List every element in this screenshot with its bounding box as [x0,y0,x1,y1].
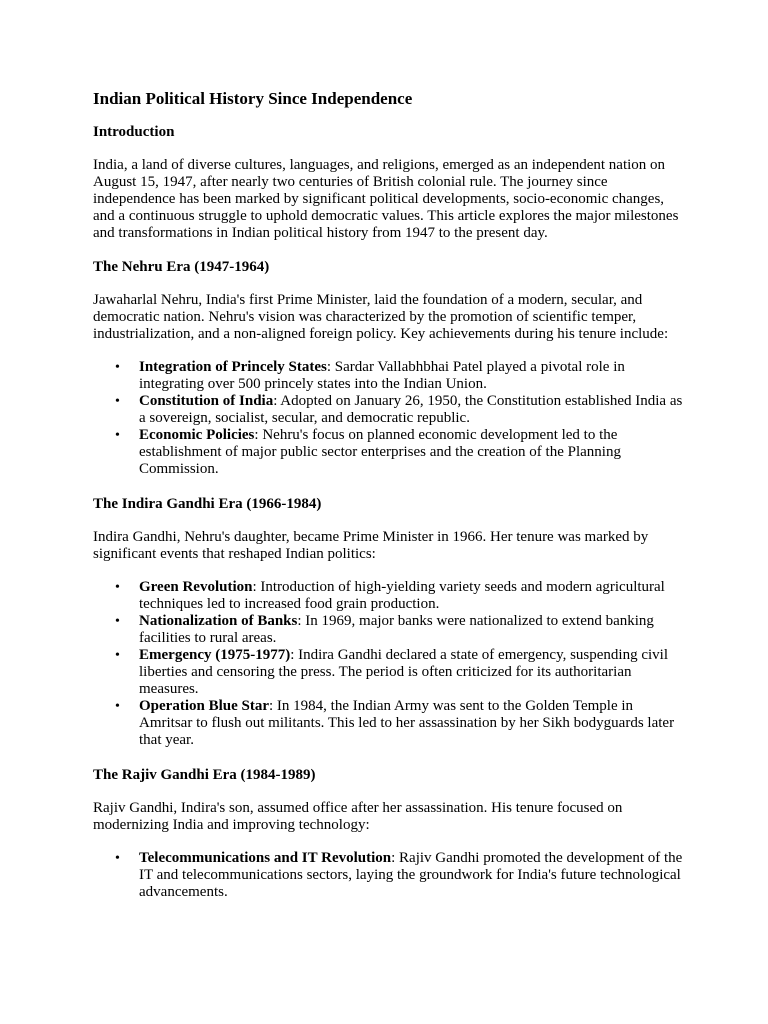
list-item-text: : In 1984, the Indian Army was sent to the Golden Temple in Amritsar to flush out militants. This led to her assassination by her Sikh bodyguards later that year. [139,698,675,748]
para-nehru-era: Jawaharlal Nehru, India's first Prime Minister, laid the foundation of a modern, secular, and democratic nation. Nehru's vision was characterized by the promotion of scientific temper, industrialization, and a non-aligned foreign policy. Key achievements during his tenure include: [93,292,669,342]
list-item [139,579,683,613]
list-item [139,850,683,901]
page-title: Indian Political History Since Independence [93,89,413,108]
list-item-term: Constitution of India [139,393,274,409]
list-item-term: Economic Policies [139,427,255,443]
para-introduction: India, a land of diverse cultures, languages, and religions, emerged as an independent nation on August 15, 1947, after nearly two centuries of British colonial rule. The journey since independence has been marked by significant political developments, socio-economic changes, and a continuous struggle to uphold democratic values. This article explores the major milestones and transformations in Indian political history from 1947 to the present day. [93,157,679,241]
list-indira-events [93,579,683,749]
list-item-text: : Sardar Vallabhbhai Patel played a pivotal role in integrating over 500 princely states into the Indian Union. [139,359,625,392]
list-item [139,613,683,647]
heading-nehru-era: The Nehru Era (1947-1964) [93,259,270,275]
list-item-term: Nationalization of Banks [139,613,298,629]
list-item-term: Operation Blue Star [139,698,269,714]
list-item [139,647,683,698]
heading-rajiv-gandhi-era: The Rajiv Gandhi Era (1984-1989) [93,767,316,783]
list-item-text: : Rajiv Gandhi promoted the development of the IT and telecommunications sectors, laying the groundwork for India's future technological advancements. [139,850,683,900]
para-indira-gandhi-era: Indira Gandhi, Nehru's daughter, became Prime Minister in 1966. Her tenure was marked by significant events that reshaped Indian politics: [93,529,649,562]
list-item-text: : In 1969, major banks were nationalized to extend banking facilities to rural areas. [139,613,654,646]
list-nehru-achievements [93,359,683,478]
list-item [139,359,683,393]
list-item-term: Integration of Princely States [139,359,327,375]
list-item [139,427,683,478]
document-body [93,89,683,901]
list-item-term: Telecommunications and IT Revolution [139,850,392,866]
list-item-text: : Adopted on January 26, 1950, the Constitution established India as a sovereign, socialist, secular, and democratic republic. [139,393,683,426]
heading-introduction: Introduction [93,124,175,140]
list-item [139,698,683,749]
heading-indira-gandhi-era: The Indira Gandhi Era (1966-1984) [93,496,322,512]
list-item [139,393,683,427]
list-item-text: : Indira Gandhi declared a state of emergency, suspending civil liberties and censoring the press. The period is often criticized for its authoritarian measures. [139,647,669,697]
list-item-term: Emergency (1975-1977) [139,647,291,663]
para-rajiv-gandhi-era: Rajiv Gandhi, Indira's son, assumed office after her assassination. His tenure focused on modernizing India and improving technology: [93,800,623,833]
list-rajiv-achievements [93,850,683,901]
list-item-text: : Nehru's focus on planned economic development led to the establishment of major public sector enterprises and the creation of the Planning Commission. [139,427,621,477]
list-item-text: : Introduction of high-yielding variety seeds and modern agricultural techniques led to increased food grain production. [139,579,665,612]
list-item-term: Green Revolution [139,579,253,595]
